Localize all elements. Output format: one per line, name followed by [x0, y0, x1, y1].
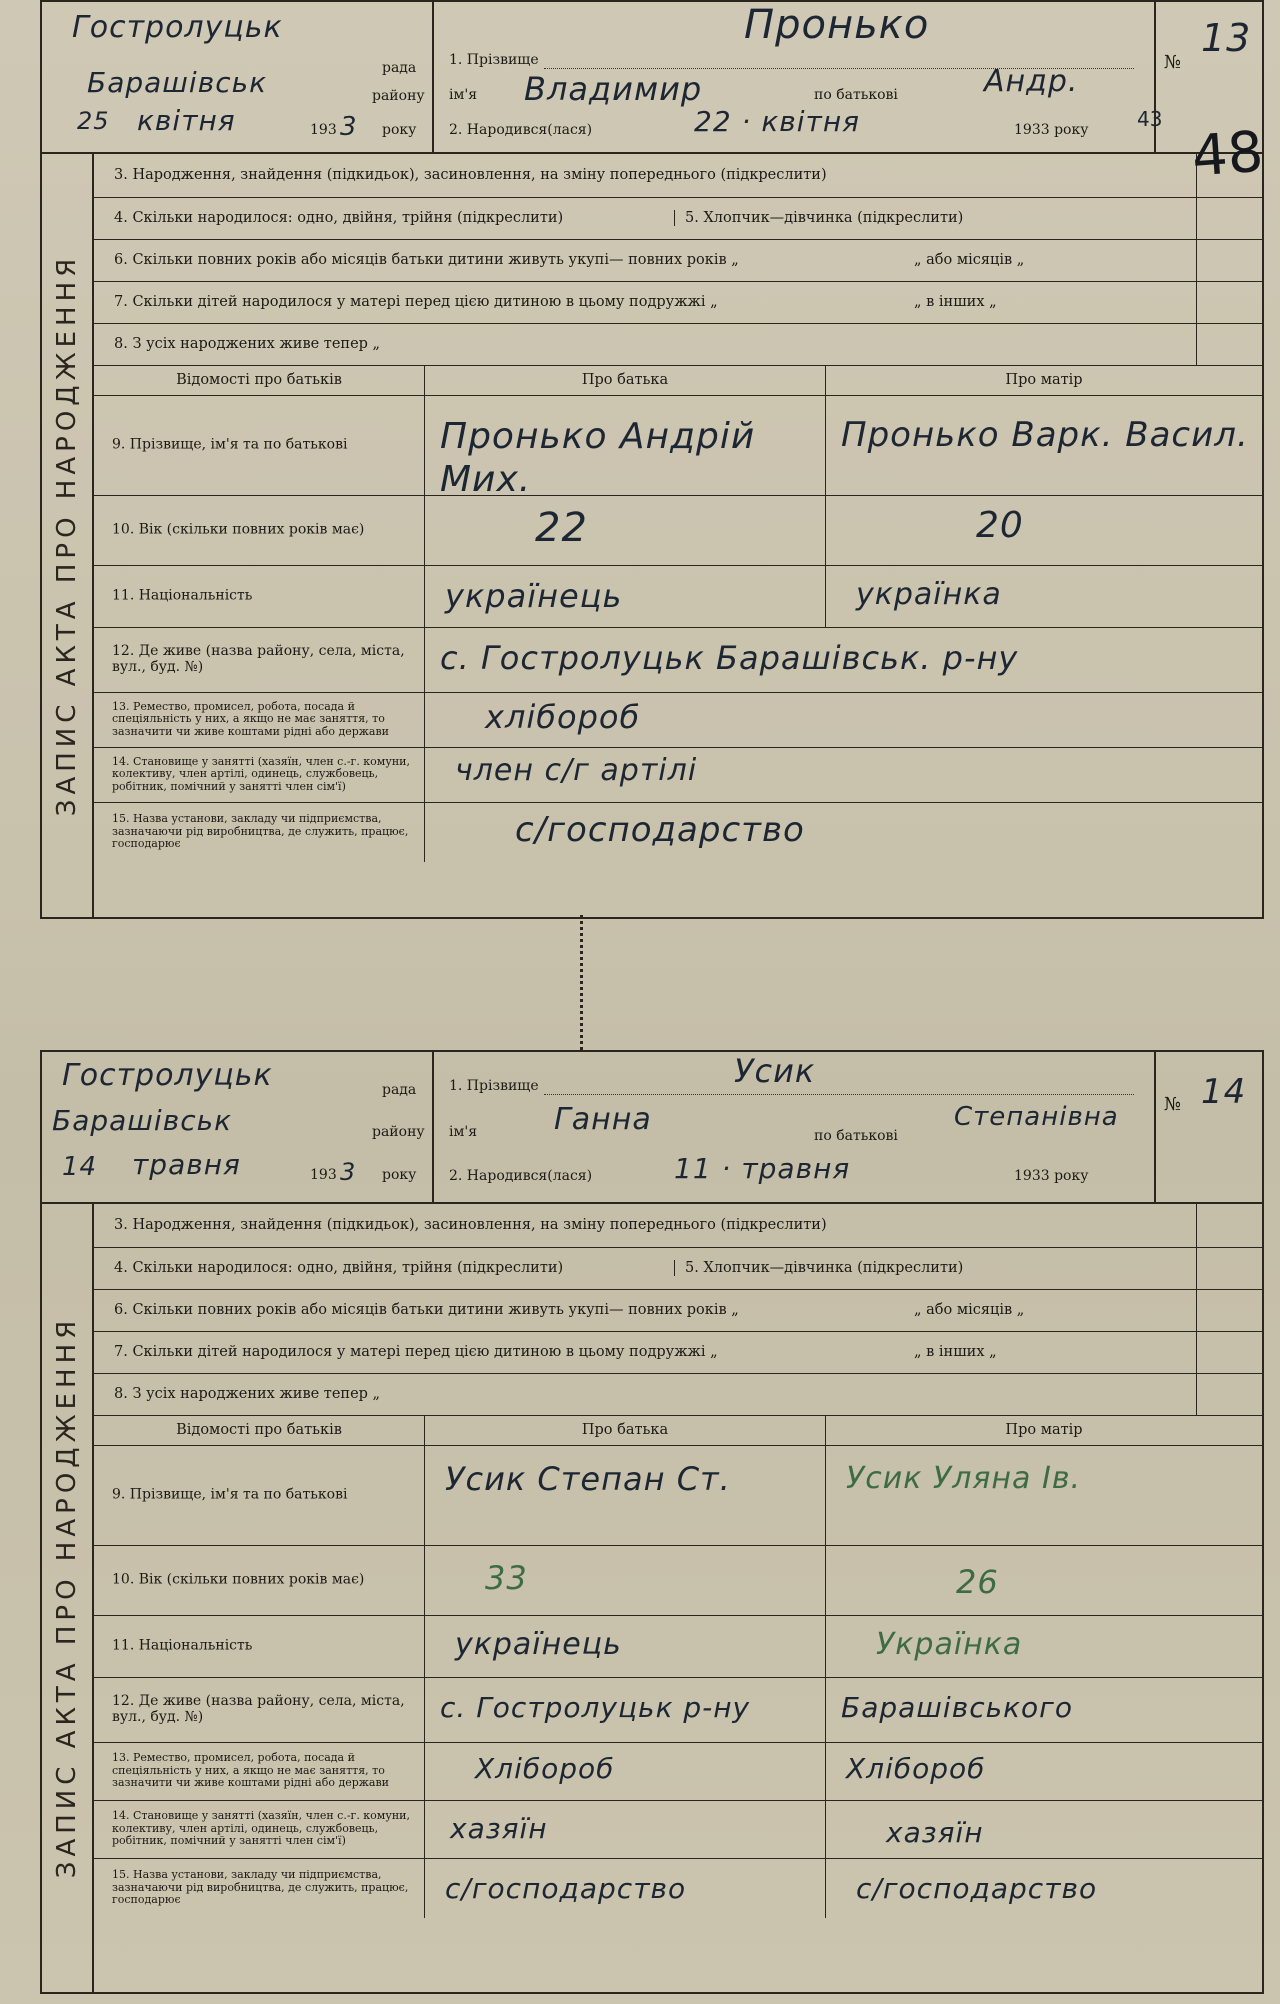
row6b-text: „ або місяців „: [914, 1302, 1025, 1318]
col-father-label: Про батька: [581, 372, 669, 388]
r12-label: 12. Де живе (назва району, села, міста, вул., буд. №): [112, 642, 405, 676]
parents-header-row: [94, 1415, 1262, 1446]
child-patronymic: Андр.: [984, 64, 1079, 99]
label-cell: [94, 395, 425, 495]
parents-address: с. Гостролуцьк Барашівськ. р-ну: [440, 639, 1019, 677]
child-name: Ганна: [554, 1102, 652, 1137]
row-parent-age: [94, 1545, 1262, 1616]
date-month: квітня: [137, 104, 236, 137]
row7b-text: „ в інших „: [914, 1344, 997, 1360]
row-birth-type: [94, 1202, 1262, 1248]
father-institution: с/господарство: [445, 1872, 687, 1905]
row-end-cell: [1196, 1373, 1262, 1415]
date-day: 14: [62, 1152, 98, 1182]
side-title: ЗАПИС АКТА ПРО НАРОДЖЕННЯ: [52, 253, 82, 816]
r9-label: 9. Прізвище, ім'я та по батькові: [112, 436, 348, 453]
roku-label: року: [382, 1167, 417, 1183]
mother-cell: [826, 1858, 1262, 1918]
number-label: №: [1164, 1094, 1182, 1115]
father-cell: [425, 495, 826, 565]
row-parent-nationality: [94, 1615, 1262, 1678]
row-living-now: [94, 323, 1262, 366]
mother-cell: [826, 1800, 1262, 1858]
status-cell: [425, 747, 1262, 802]
row-parent-institution: [94, 1858, 1262, 1918]
father-cell: [425, 395, 826, 501]
header-cell-father: [425, 365, 826, 395]
row4-text: 4. Скільки народилося: одно, двійня, трійня (підкреслити): [114, 1260, 564, 1276]
col-father-label: Про батька: [581, 1422, 669, 1438]
row-children-before: [94, 1331, 1262, 1374]
label-cell: [94, 1615, 425, 1677]
header-cell-father: [425, 1415, 826, 1445]
born-year-label: 1933 року: [1014, 1168, 1089, 1184]
label-cell: [94, 802, 425, 862]
mother-nationality: Українка: [876, 1627, 1023, 1662]
surname-label: 1. Прізвище: [449, 52, 539, 68]
row-parent-occupation: [94, 1742, 1262, 1801]
father-cell: [425, 1615, 826, 1677]
patronymic-label: по батькові: [814, 87, 898, 103]
rada-handwritten: Гостролуцьк: [62, 1058, 273, 1093]
father-cell: [425, 565, 826, 627]
header-cell-info: [94, 1415, 425, 1445]
row7b-text: „ в інших „: [914, 294, 997, 310]
header-child-block: [434, 2, 1154, 152]
rada-label: рада: [382, 60, 417, 76]
label-cell: [94, 495, 425, 565]
mother-address: Барашівського: [841, 1691, 1073, 1724]
father-cell: [425, 1445, 826, 1545]
label-cell: [94, 1677, 425, 1742]
father-nationality: українець: [445, 577, 623, 615]
record-header: [42, 1052, 1262, 1204]
row-end-cell: [1196, 1202, 1262, 1247]
surname-label: 1. Прізвище: [449, 1078, 539, 1094]
date-day: 25: [77, 107, 110, 135]
row3-text: 3. Народження, знайдення (підкидьок), засиновлення, на зміну попереднього (підкреслити): [114, 166, 827, 183]
label-cell: [94, 565, 425, 627]
row-end-cell: [1196, 1247, 1262, 1289]
parents-table: [94, 365, 1262, 917]
father-name: Усик Степан Ст.: [445, 1460, 731, 1498]
row-end-cell: [1196, 197, 1262, 239]
father-cell: [425, 1545, 826, 1615]
child-name: Владимир: [524, 70, 703, 108]
raion-label: району: [372, 1124, 425, 1140]
row-end-cell: [1196, 1331, 1262, 1373]
row-parent-names: [94, 1445, 1262, 1546]
mother-occupation: Хлібороб: [846, 1752, 986, 1785]
born-year-label: 1933 року: [1014, 122, 1089, 138]
parents-occupation: хлібороб: [485, 698, 641, 736]
roku-label: року: [382, 122, 417, 138]
row-birth-type: [94, 152, 1262, 198]
mother-name: Усик Уляна Ів.: [846, 1461, 1082, 1496]
parents-table: [94, 1415, 1262, 1992]
row-parent-address: [94, 1677, 1262, 1743]
father-nationality: українець: [455, 1627, 622, 1662]
father-cell: [425, 1800, 826, 1858]
year-prefix: 193: [310, 1167, 337, 1183]
row-parent-address: [94, 627, 1262, 693]
year-prefix: 193: [310, 122, 337, 138]
mother-age: 20: [976, 505, 1024, 546]
label-cell: [94, 1742, 425, 1800]
row-years-together: [94, 1289, 1262, 1332]
label-cell: [94, 1800, 425, 1858]
birth-record-1: [40, 0, 1264, 919]
mother-cell: [826, 395, 1262, 495]
row8-text: 8. З усіх народжених живе тепер „: [114, 336, 381, 352]
rada-handwritten: Гостролуцьк: [72, 10, 283, 45]
r11-label: 11. Національність: [112, 1637, 253, 1654]
child-surname: Пронько: [744, 2, 930, 48]
father-occupation: Хлібороб: [475, 1752, 615, 1785]
side-title-column: [42, 152, 94, 917]
row7-text: 7. Скільки дітей народилося у матері перед цією дитиною в цьому подружжі „: [114, 294, 718, 310]
r13-label: 13. Ремество, промисел, робота, посада й спеціяльність у них, а якщо не має заняття, то зазначити чи живе коштами рідні або держави: [112, 1751, 389, 1790]
father-age: 22: [535, 505, 588, 551]
header-left-block: [42, 1052, 434, 1202]
patronymic-label: по батькові: [814, 1128, 898, 1144]
child-born: 11 · травня: [674, 1152, 851, 1185]
col-info-label: Відомості про батьків: [176, 372, 342, 388]
r15-label: 15. Назва установи, закладу чи підприємства, зазначаючи рід виробництва, де служить, працює, господарює: [112, 1868, 409, 1907]
mother-age: 26: [956, 1563, 999, 1601]
r10-label: 10. Вік (скільки повних років має): [112, 521, 365, 538]
header-cell-mother: [826, 1415, 1262, 1445]
mother-cell: [826, 1677, 1262, 1742]
label-cell: [94, 1858, 425, 1918]
record-number: 13: [1201, 16, 1252, 60]
row-count-sex: [94, 1247, 1262, 1290]
row-parent-names: [94, 395, 1262, 501]
r14-label: 14. Становище у занятті (хазяїн, член с.-г. комуни, колективу, член артілі, одинець, службовець, робітник, помічний у занятті член сім'ї): [112, 1809, 410, 1848]
label-cell: [94, 1445, 425, 1545]
mother-cell: [826, 1545, 1262, 1615]
mother-cell: [826, 565, 1262, 627]
row-years-together: [94, 239, 1262, 282]
mother-name: Пронько Варк. Васил.: [841, 415, 1249, 455]
raion-handwritten: Барашівськ: [52, 1104, 233, 1137]
row6b-text: „ або місяців „: [914, 252, 1025, 268]
r10-label: 10. Вік (скільки повних років має): [112, 1571, 365, 1588]
born-label: 2. Народився(лася): [449, 1168, 593, 1184]
mother-status: хазяїн: [886, 1816, 984, 1849]
occupation-cell: [425, 692, 1262, 747]
child-patronymic: Степанівна: [954, 1102, 1119, 1132]
side-title: ЗАПИС АКТА ПРО НАРОДЖЕННЯ: [52, 1315, 82, 1879]
date-month: травня: [132, 1148, 241, 1181]
row5-text: 5. Хлопчик—дівчинка (підкреслити): [674, 1260, 963, 1276]
row-parent-age: [94, 495, 1262, 566]
mother-cell: [826, 495, 1262, 565]
label-cell: [94, 692, 425, 747]
row-children-before: [94, 281, 1262, 324]
header-left-block: [42, 2, 434, 152]
row-parent-status: [94, 1800, 1262, 1859]
row-parent-status: [94, 747, 1262, 803]
row-end-cell: [1196, 1289, 1262, 1331]
row6-text: 6. Скільки повних років або місяців батьки дитини живуть укупі— повних років „: [114, 252, 739, 268]
label-cell: [94, 627, 425, 692]
mother-cell: [826, 1742, 1262, 1800]
birth-record-2: [40, 1050, 1264, 1994]
born-label: 2. Народився(лася): [449, 122, 593, 138]
parents-status: член с/г артілі: [455, 753, 698, 788]
institution-cell: [425, 802, 1262, 862]
row7-text: 7. Скільки дітей народилося у матері перед цією дитиною в цьому подружжі „: [114, 1344, 718, 1360]
record-stamp: 48: [1189, 119, 1266, 190]
row3-text: 3. Народження, знайдення (підкидьок), засиновлення, на зміну попереднього (підкреслити): [114, 1216, 827, 1233]
row-end-cell: [1196, 239, 1262, 281]
mother-cell: [826, 1615, 1262, 1677]
r12-label: 12. Де живе (назва району, села, міста, вул., буд. №): [112, 1692, 405, 1726]
label-cell: [94, 1545, 425, 1615]
parents-header-row: [94, 365, 1262, 396]
record-rows: [94, 1202, 1262, 1992]
child-surname: Усик: [734, 1052, 816, 1090]
label-cell: [94, 747, 425, 802]
child-born: 22 · квітня: [694, 105, 860, 138]
row4-text: 4. Скільки народилося: одно, двійня, трійня (підкреслити): [114, 210, 564, 226]
row-end-cell: [1196, 281, 1262, 323]
parents-institution: с/господарство: [515, 810, 805, 850]
r14-label: 14. Становище у занятті (хазяїн, член с.-г. комуни, колективу, член артілі, одинець, службовець, робітник, помічний у занятті член сім'ї): [112, 754, 410, 793]
row-count-sex: [94, 197, 1262, 240]
col-info-label: Відомості про батьків: [176, 1422, 342, 1438]
col-mother-label: Про матір: [1005, 1422, 1083, 1438]
row-parent-nationality: [94, 565, 1262, 628]
father-cell: [425, 1858, 826, 1918]
r11-label: 11. Національність: [112, 587, 253, 604]
mother-nationality: українка: [856, 577, 1002, 612]
r13-label: 13. Ремество, промисел, робота, посада й спеціяльність у них, а якщо не має заняття, то зазначити чи живе коштами рідні або держави: [112, 699, 389, 738]
header-cell-info: [94, 365, 425, 395]
father-cell: [425, 1677, 826, 1742]
row-end-cell: [1196, 323, 1262, 365]
father-name: Пронько Андрій Мих.: [440, 416, 756, 501]
father-age: 33: [485, 1559, 528, 1597]
col-mother-label: Про матір: [1005, 372, 1083, 388]
r15-label: 15. Назва установи, закладу чи підприємства, зазначаючи рід виробництва, де служить, працює, господарює: [112, 812, 409, 851]
record-rows: [94, 152, 1262, 917]
row-parent-institution: [94, 802, 1262, 862]
address-cell: [425, 627, 1262, 692]
mother-cell: [826, 1445, 1262, 1545]
raion-handwritten: Барашівськ: [87, 66, 268, 99]
r9-label: 9. Прізвище, ім'я та по батькові: [112, 1486, 348, 1503]
number-label: №: [1164, 52, 1182, 73]
name-label: ім'я: [449, 87, 478, 103]
surname-line: [544, 1094, 1134, 1095]
year-digit: 3: [340, 112, 358, 142]
row-living-now: [94, 1373, 1262, 1416]
raion-label: району: [372, 88, 425, 104]
record-number: 14: [1201, 1072, 1247, 1112]
row8-text: 8. З усіх народжених живе тепер „: [114, 1386, 381, 1402]
dotted-connector: [580, 915, 607, 1050]
header-child-block: [434, 1052, 1154, 1202]
header-number-block: [1154, 1052, 1264, 1202]
rada-label: рада: [382, 1082, 417, 1098]
header-cell-mother: [826, 365, 1262, 395]
mother-institution: с/господарство: [856, 1872, 1098, 1905]
row5-text: 5. Хлопчик—дівчинка (підкреслити): [674, 210, 963, 226]
father-address: с. Гостролуцьк р-ну: [440, 1691, 751, 1724]
row6-text: 6. Скільки повних років або місяців батьки дитини живуть укупі— повних років „: [114, 1302, 739, 1318]
side-title-column: [42, 1202, 94, 1992]
record-header: [42, 2, 1262, 154]
record-stamp-small: 43: [1137, 107, 1163, 131]
father-status: хазяїн: [450, 1812, 548, 1845]
year-digit: 3: [340, 1158, 357, 1186]
row-parent-occupation: [94, 692, 1262, 748]
father-cell: [425, 1742, 826, 1800]
name-label: ім'я: [449, 1124, 478, 1140]
